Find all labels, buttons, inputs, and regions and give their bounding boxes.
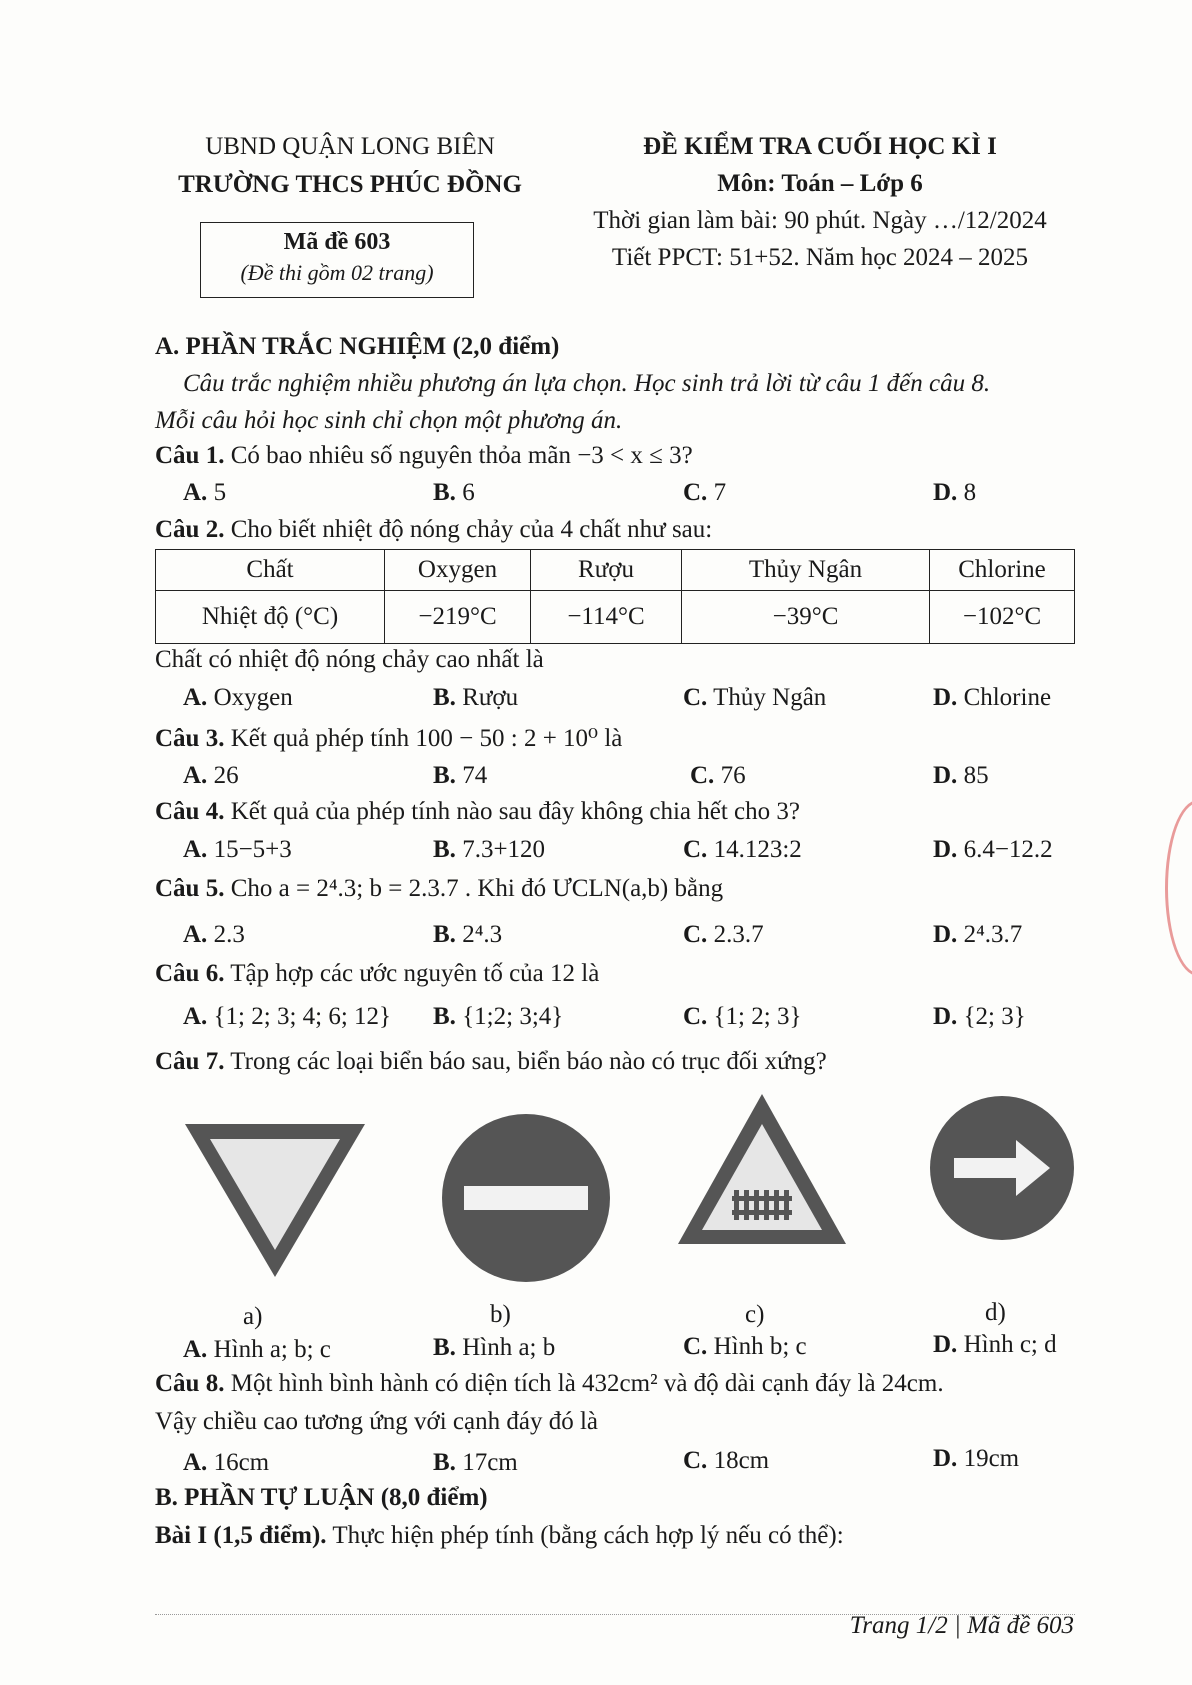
q2-option-b: B. Rượu [433,684,519,711]
pages-note: (Đề thi gồm 02 trang) [240,260,434,285]
sign-caption-d: d) [985,1299,1006,1326]
q6-option-d: D. {2; 3} [933,1003,1026,1030]
table-cell: −102°C [930,591,1075,644]
table-header-row [156,550,1075,591]
question-text: Một hình bình hành có diện tích là 432cm² và độ dài cạnh đáy là 24cm. [230,1370,944,1397]
question-label: Câu 7. [155,1048,225,1075]
question-6 [155,960,599,988]
question-label: Câu 4. [155,798,225,825]
question-text: Tập hợp các ước nguyên tố của 12 là [230,960,600,987]
question-text: Cho a = 2⁴.3; b = 2.3.7 . Khi đó ƯCLN(a,b) bằng [230,875,724,902]
question-5 [155,875,723,903]
question-8 [155,1370,944,1398]
question-label: Câu 5. [155,875,225,902]
direction-arrow-sign-image [928,1094,1076,1242]
q8-option-b: B. 17cm [433,1449,518,1476]
q5-option-a: A. 2.3 [183,921,245,948]
question-8-line-2: Vậy chiều cao tương ứng với cạnh đáy đó là [155,1408,598,1435]
question-label: Câu 2. [155,516,225,543]
section-b-title: B. PHẦN TỰ LUẬN (8,0 điểm) [155,1484,488,1511]
question-label: Câu 1. [155,442,225,469]
q1-option-a: A. 5 [183,479,227,506]
q3-option-c: C. 76 [690,762,746,789]
exam-header [555,128,1085,276]
q4-option-b: B. 7.3+120 [433,836,546,863]
table-cell: Chlorine [930,550,1075,591]
q8-option-a: A. 16cm [183,1449,270,1476]
exam-subject: Môn: Toán – Lớp 6 [717,170,923,197]
exam-period: Tiết PPCT: 51+52. Năm học 2024 – 2025 [611,244,1029,271]
bai-1-label: Bài I (1,5 điểm). [155,1522,327,1549]
table-cell: −219°C [385,591,531,644]
q7-option-c: C. Hình b; c [683,1333,807,1360]
table-cell: −114°C [531,591,682,644]
bai-1 [155,1522,844,1550]
page-footer: Trang 1/2 | Mã đề 603 [849,1612,1074,1639]
table-cell: Oxygen [385,550,531,591]
q3-option-d: D. 85 [933,762,989,789]
q6-option-c: C. {1; 2; 3} [683,1003,802,1030]
q1-option-c: C. 7 [683,479,727,506]
q4-option-a: A. 15−5+3 [183,836,292,863]
q8-option-c: C. 18cm [683,1447,770,1474]
question-2 [155,516,712,544]
q2-option-d: D. Chlorine [933,684,1052,711]
school-stamp [1165,800,1192,976]
melting-point-table [155,549,1075,644]
q4-option-c: C. 14.123:2 [683,836,802,863]
exam-code-box [200,222,474,298]
q1-option-d: D. 8 [933,479,977,506]
q1-option-b: B. 6 [433,479,475,506]
question-2-followup: Chất có nhiệt độ nóng chảy cao nhất là [155,646,544,673]
table-cell: Thủy Ngân [682,550,930,591]
question-text: Kết quả của phép tính nào sau đây không chia hết cho 3? [230,798,800,825]
question-label: Câu 3. [155,725,225,752]
q6-option-a: A. {1; 2; 3; 4; 6; 12} [183,1003,392,1030]
q7-option-d: D. Hình c; d [933,1331,1057,1358]
section-a-instruction-1: Câu trắc nghiệm nhiều phương án lựa chọn. Học sinh trả lời từ câu 1 đến câu 8. [183,370,991,397]
q4-option-d: D. 6.4−12.2 [933,836,1053,863]
question-text: Cho biết nhiệt độ nóng chảy của 4 chất như sau: [230,516,713,543]
q6-option-b: B. {1;2; 3;4} [433,1003,564,1030]
q5-option-b: B. 2⁴.3 [433,921,503,948]
school-name: TRƯỜNG THCS PHÚC ĐỒNG [178,171,522,198]
q7-option-a: A. Hình a; b; c [183,1336,331,1363]
section-a-instruction-2: Mỗi câu hỏi học sinh chỉ chọn một phương án. [155,407,623,434]
question-label: Câu 8. [155,1370,225,1397]
question-7 [155,1048,827,1076]
bai-1-text: Thực hiện phép tính (bằng cách hợp lý nếu có thể): [332,1522,844,1549]
q3-option-a: A. 26 [183,762,239,789]
question-1 [155,442,693,470]
q8-option-d: D. 19cm [933,1445,1020,1472]
school-header [150,128,550,204]
q3-option-b: B. 74 [433,762,488,789]
question-text: Trong các loại biển báo sau, biển báo nào có trục đối xứng? [230,1048,827,1075]
table-row [156,591,1075,644]
exam-time: Thời gian làm bài: 90 phút. Ngày …/12/2024 [593,207,1047,234]
exam-title: ĐỀ KIỂM TRA CUỐI HỌC KÌ I [643,133,997,160]
sign-caption-c: c) [745,1301,765,1328]
table-cell: Rượu [531,550,682,591]
question-4 [155,798,800,826]
q7-option-b: B. Hình a; b [433,1334,556,1361]
q5-option-d: D. 2⁴.3.7 [933,921,1023,948]
yield-sign-image [180,1112,370,1282]
district-name: UBND QUẬN LONG BIÊN [205,133,495,160]
no-entry-sign-image [440,1112,612,1284]
sign-caption-a: a) [243,1303,263,1330]
exam-code: Mã đề 603 [283,229,391,255]
section-a-title: A. PHẦN TRẮC NGHIỆM (2,0 điểm) [155,333,560,360]
question-text: Kết quả phép tính 100 − 50 : 2 + 10⁰ là [230,725,623,752]
question-label: Câu 6. [155,960,225,987]
q2-option-a: A. Oxygen [183,684,293,711]
table-cell: Nhiệt độ (°C) [156,591,385,644]
question-3 [155,723,622,753]
railway-crossing-sign-image [676,1092,848,1248]
sign-caption-b: b) [490,1301,511,1328]
q2-option-c: C. Thủy Ngân [683,684,827,711]
table-cell: Chất [156,550,385,591]
question-text: Có bao nhiêu số nguyên thỏa mãn −3 < x ≤ 3? [230,442,693,469]
q5-option-c: C. 2.3.7 [683,921,764,948]
table-cell: −39°C [682,591,930,644]
